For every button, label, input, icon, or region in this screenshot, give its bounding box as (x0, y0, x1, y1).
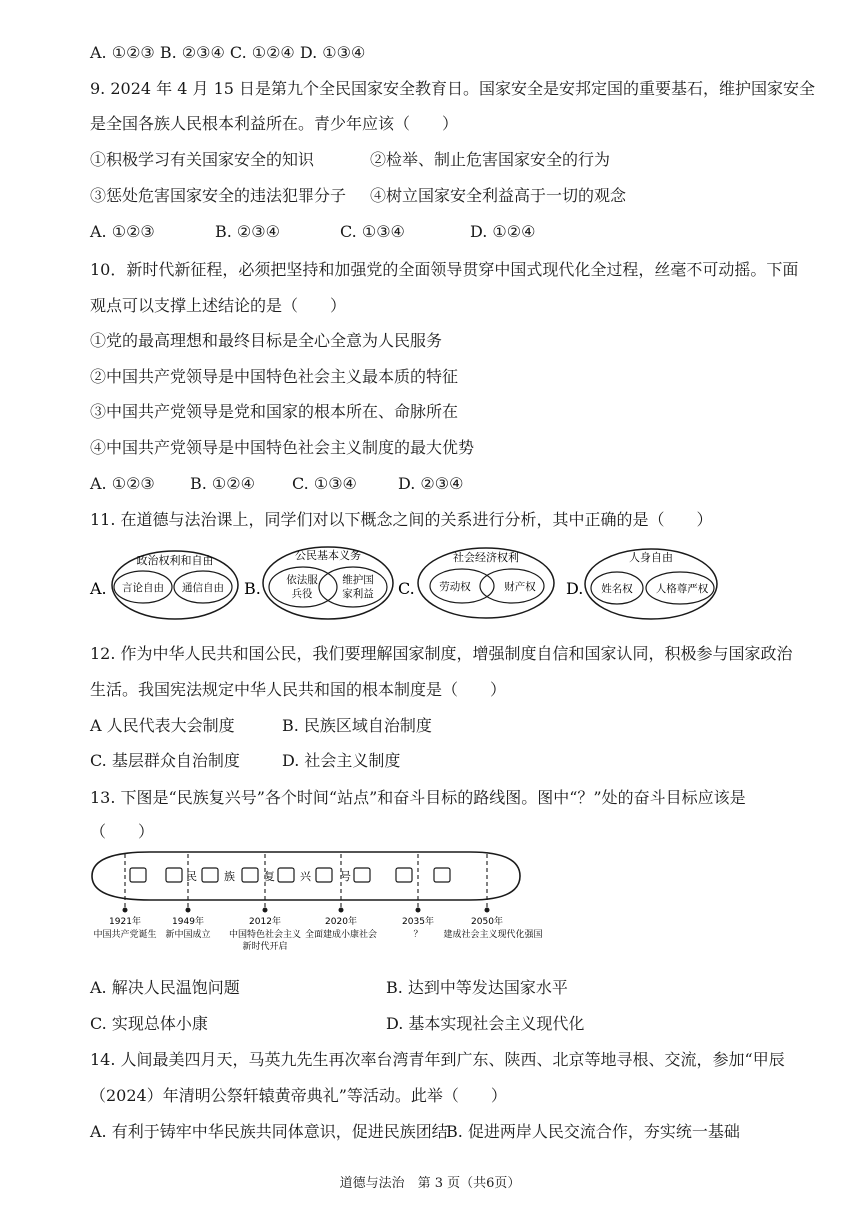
train-char-3: 复 (264, 870, 275, 883)
venn-b-letter: B. (244, 579, 261, 598)
q14-stem-line1: 14. 人间最美四月天，马英九先生再次率台湾青年到广东、陕西、北京等地寻根、交流，参加“甲辰 (90, 1050, 785, 1069)
q14-option-a: A. 有利于铸牢中华民族共同体意识，促进民族团结 (90, 1122, 448, 1141)
q10-item-3: ③中国共产党领导是党和国家的根本所在、命脉所在 (90, 402, 459, 421)
venn-a-left-label: 言论自由 (122, 582, 164, 594)
window-1 (130, 868, 146, 882)
venn-d-letter: D. (566, 579, 584, 598)
station-pin-2 (186, 908, 191, 913)
page-footer: 道德与法治 第 3 页（共6页） (339, 1176, 521, 1191)
venn-d-right-label: 人格尊严权 (655, 583, 709, 595)
station-pin-3 (263, 908, 268, 913)
q9-stem-line1: 9. 2024 年 4 月 15 日是第九个全民国家安全教育日。国家安全是安邦定国的重要基石，维护国家安全 (90, 79, 816, 98)
station-label-1: 中国共产党诞生 (93, 930, 157, 940)
station-year-6: 2050年 (471, 917, 503, 927)
q10-stem-line1: 10．新时代新征程，必须把坚持和加强党的全面领导贯穿中国式现代化全过程，丝毫不可动摇。下面 (90, 260, 799, 279)
q9-item-2: ②检举、制止危害国家安全的行为 (370, 150, 611, 169)
station-year-5: 2035年 (402, 917, 434, 927)
venn-b (244, 547, 393, 619)
train-char-2: 族 (224, 870, 235, 883)
window-2 (166, 868, 182, 882)
q10-option-a: A. ①②③ (90, 474, 155, 493)
station-label-3b: 新时代开启 (242, 942, 288, 952)
station-pin-5 (416, 908, 421, 913)
venn-b-left (269, 567, 337, 607)
q13-option-d: D. 基本实现社会主义现代化 (386, 1014, 585, 1033)
venn-c-letter: C. (398, 579, 415, 598)
train-char-1: 民 (186, 870, 197, 883)
window-8 (396, 868, 412, 882)
station-year-2: 1949年 (172, 917, 204, 927)
station-label-4: 全面建成小康社会 (304, 930, 378, 940)
venn-d (566, 549, 717, 619)
venn-a-title: 政治权利和自由 (136, 554, 214, 567)
q12-option-c: C. 基层群众自治制度 (90, 751, 240, 770)
venn-b-title: 公民基本义务 (295, 549, 361, 562)
q9-option-a: A. ①②③ (90, 222, 155, 241)
venn-b-right-label-2: 家利益 (342, 588, 374, 600)
q13-option-a: A. 解决人民温饱问题 (90, 978, 240, 997)
q10-option-d: D. ②③④ (398, 474, 464, 493)
window-3 (202, 868, 218, 882)
station-label-5: ？ (413, 930, 423, 940)
q11-venn-diagrams (0, 543, 860, 623)
venn-b-left-label-2: 兵役 (291, 588, 313, 600)
q11-stem: 11. 在道德与法治课上，同学们对以下概念之间的关系进行分析，其中正确的是（ ） (90, 510, 713, 529)
q8-options: A. ①②③ B. ②③④ C. ①②④ D. ①③④ (90, 43, 366, 62)
venn-b-right (319, 567, 387, 607)
q13-train-diagram (0, 848, 860, 958)
station-pin-4 (339, 908, 344, 913)
q14-option-b: B. 促进两岸人民交流合作，夯实统一基础 (446, 1122, 740, 1141)
station-pin-1 (123, 908, 128, 913)
q10-item-2: ②中国共产党领导是中国特色社会主义最本质的特征 (90, 367, 459, 386)
station-label-2: 新中国成立 (165, 930, 211, 940)
q12-option-d: D. 社会主义制度 (282, 751, 401, 770)
venn-b-right-label-1: 维护国 (342, 574, 374, 586)
window-7 (354, 868, 370, 882)
station-year-1: 1921年 (109, 917, 141, 927)
q10-option-c: C. ①③④ (292, 474, 357, 493)
window-4 (242, 868, 258, 882)
q13-stem-line1: 13. 下图是“民族复兴号”各个时间“站点”和奋斗目标的路线图。图中“？”处的奋斗目标应该是 (90, 788, 746, 807)
station-year-3: 2012年 (249, 917, 281, 927)
q9-item-4: ④树立国家安全利益高于一切的观念 (370, 186, 627, 205)
station-label-6: 建成社会主义现代化强国 (443, 930, 543, 940)
venn-c-right-label: 财产权 (504, 581, 536, 593)
q9-option-b: B. ②③④ (215, 222, 280, 241)
q9-option-d: D. ①②④ (470, 222, 536, 241)
q14-stem-line2: （2024）年清明公祭轩辕黄帝典礼”等活动。此举（ ） (90, 1086, 507, 1105)
venn-a (89, 551, 238, 619)
venn-c-title: 社会经济权利 (453, 551, 519, 564)
q9-option-c: C. ①③④ (340, 222, 405, 241)
venn-c-left-label: 劳动权 (439, 581, 471, 593)
q10-stem-line2: 观点可以支撑上述结论的是（ ） (90, 296, 347, 315)
train-char-5: 号 (340, 870, 351, 883)
train-char-4: 兴 (300, 870, 311, 883)
window-9 (434, 868, 450, 882)
venn-d-title: 人身自由 (629, 551, 673, 564)
q9-item-3: ③惩处危害国家安全的违法犯罪分子 (90, 186, 347, 205)
venn-a-right-label: 通信自由 (182, 582, 224, 594)
venn-a-letter: A. (90, 579, 107, 598)
q12-option-b: B. 民族区域自治制度 (282, 716, 432, 735)
q10-option-b: B. ①②④ (190, 474, 255, 493)
window-5 (278, 868, 294, 882)
q12-option-a: A 人民代表大会制度 (90, 716, 235, 735)
q10-item-4: ④中国共产党领导是中国特色社会主义制度的最大优势 (90, 438, 475, 457)
station-pins (123, 908, 490, 913)
q9-item-1: ①积极学习有关国家安全的知识 (90, 150, 315, 169)
q12-stem-line2: 生活。我国宪法规定中华人民共和国的根本制度是（ ） (90, 680, 507, 699)
q10-item-1: ①党的最高理想和最终目标是全心全意为人民服务 (90, 331, 443, 350)
q13-option-c: C. 实现总体小康 (90, 1014, 208, 1033)
window-6 (316, 868, 332, 882)
q13-option-b: B. 达到中等发达国家水平 (386, 978, 568, 997)
station-pin-6 (485, 908, 490, 913)
venn-d-left-label: 姓名权 (601, 583, 633, 595)
q12-stem-line1: 12. 作为中华人民共和国公民，我们要理解国家制度，增强制度自信和国家认同，积极参与国家政治 (90, 644, 793, 663)
station-year-4: 2020年 (325, 917, 357, 927)
q9-stem-line2: 是全国各族人民根本利益所在。青少年应该（ ） (90, 114, 459, 133)
station-label-3a: 中国特色社会主义 (228, 930, 302, 940)
venn-b-left-label-1: 依法服 (286, 574, 318, 586)
venn-c (398, 548, 554, 618)
q13-stem-line2: （ ） (90, 822, 155, 841)
train-windows (130, 868, 450, 882)
